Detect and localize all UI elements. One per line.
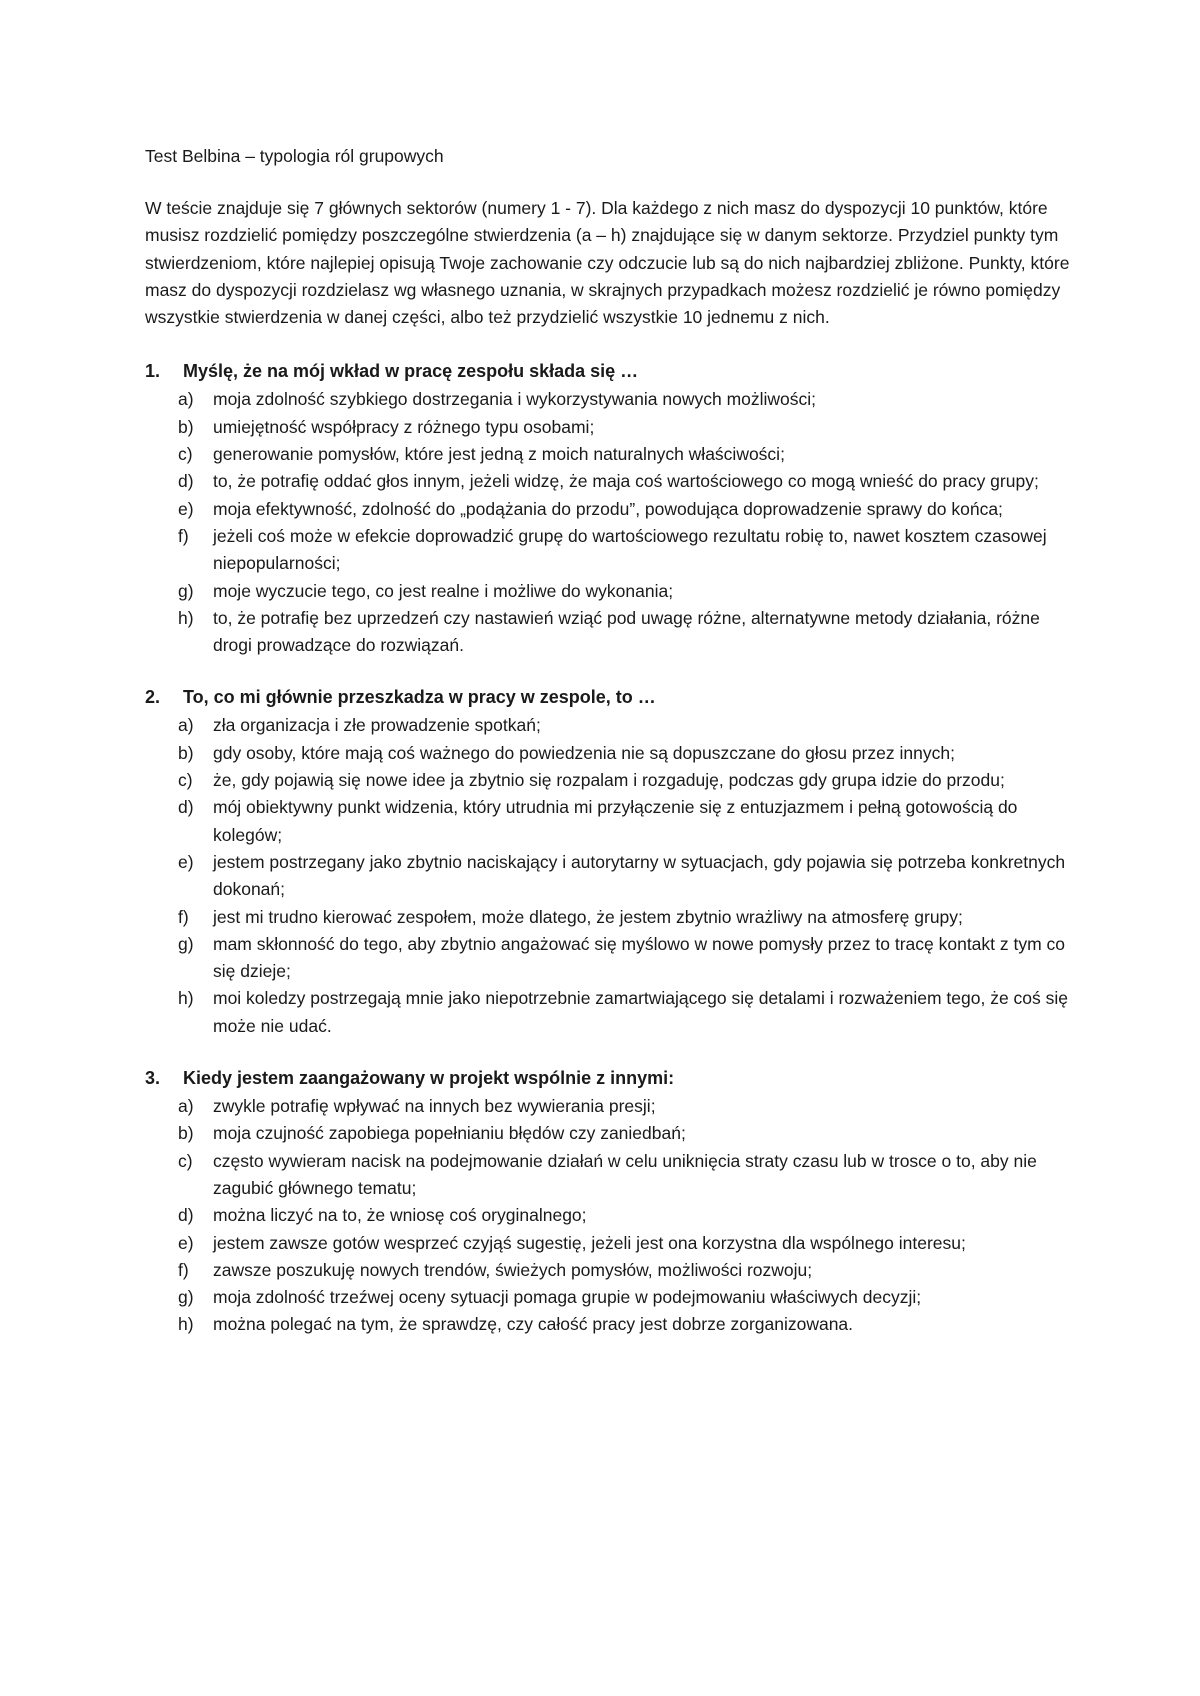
statement-text: jestem postrzegany jako zbytnio naciskający i autorytarny w sytuacjach, gdy pojawia się potrzeba konkretnych dokonań; [213, 851, 1066, 900]
statement-item [178, 931, 1070, 986]
section-heading [145, 683, 1070, 711]
section [145, 683, 1070, 1040]
statement-letter: a) [178, 389, 194, 410]
statement-item [178, 1202, 1070, 1229]
statement-letter: h) [178, 607, 194, 628]
statement-item [178, 605, 1070, 660]
statement-item [178, 1311, 1070, 1338]
statement-letter: f) [178, 906, 189, 927]
statement-text: zwykle potrafię wpływać na innych bez wywierania presji; [213, 1096, 656, 1117]
statement-letter: a) [178, 1096, 194, 1117]
statement-text: jeżeli coś może w efekcie doprowadzić grupę do wartościowego rezultatu robię to, nawet kosztem czasowej niepopularności; [213, 525, 1047, 574]
sections-container [145, 357, 1070, 1338]
statement-item [178, 441, 1070, 468]
statement-item [178, 904, 1070, 931]
statement-letter: d) [178, 1205, 194, 1226]
statement-text: moja zdolność trzeźwej oceny sytuacji pomaga grupie w podejmowaniu właściwych decyzji; [213, 1287, 922, 1308]
statement-text: mój obiektywny punkt widzenia, który utrudnia mi przyłączenie się z entuzjazmem i pełną gotowością do kolegów; [213, 797, 1018, 845]
statement-letter: f) [178, 1259, 189, 1280]
statement-item [178, 767, 1070, 794]
statement-list [145, 1093, 1070, 1339]
statement-item [178, 496, 1070, 523]
statement-letter: h) [178, 988, 194, 1009]
statement-letter: b) [178, 416, 194, 437]
intro-paragraph: W teście znajduje się 7 głównych sektorów (numery 1 - 7). Dla każdego z nich masz do dyspozycji 10 punktów, które musisz rozdzielić pomiędzy poszczególne stwierdzenia (a – h) znajdujące się w danym sektorze. Przydziel punkty tym stwierdzeniom, które najlepiej opisują Twoje zachowanie czy odczucie lub są do nich najbardziej zbliżone. Punkty, które masz do dyspozycji rozdzielasz wg własnego uznania, w skrajnych przypadkach możesz rozdzielić je równo pomiędzy wszystkie stwierdzenia w danej części, albo też przydzielić wszystkie 10 jednemu z nich. [145, 198, 1070, 328]
statement-item [178, 386, 1070, 413]
statement-letter: e) [178, 498, 194, 519]
statement-text: to, że potrafię bez uprzedzeń czy nastawień wziąć pod uwagę różne, alternatywne metody działania, różne drogi prowadzące do rozwiązań. [213, 607, 1040, 656]
section-title: Kiedy jestem zaangażowany w projekt wspólnie z innymi: [183, 1068, 675, 1089]
statement-letter: e) [178, 851, 194, 872]
statement-text: mam skłonność do tego, aby zbytnio angażować się myślowo w nowe pomysły przez to tracę kontakt z tym co się dzieje; [213, 933, 1066, 982]
statement-letter: f) [178, 525, 189, 546]
section [145, 1064, 1070, 1339]
statement-text: jestem zawsze gotów wesprzeć czyjąś sugestię, jeżeli jest ona korzystna dla wspólnego interesu; [213, 1232, 966, 1253]
statement-item [178, 1120, 1070, 1147]
statement-letter: b) [178, 742, 194, 763]
statement-text: zła organizacja i złe prowadzenie spotkań; [213, 715, 541, 736]
statement-item [178, 1257, 1070, 1284]
statement-text: gdy osoby, które mają coś ważnego do powiedzenia nie są dopuszczane do głosu przez innych; [213, 742, 955, 763]
statement-letter: d) [178, 471, 194, 492]
statement-letter: d) [178, 797, 194, 818]
statement-item [178, 849, 1070, 904]
section [145, 357, 1070, 659]
statement-letter: c) [178, 444, 193, 465]
statement-text: jest mi trudno kierować zespołem, może dlatego, że jestem zbytnio wrażliwy na atmosferę grupy; [213, 906, 963, 927]
statement-text: można liczyć na to, że wniosę coś oryginalnego; [213, 1205, 587, 1226]
statement-letter: g) [178, 580, 194, 601]
section-number: 2. [145, 687, 161, 708]
statement-text: często wywieram nacisk na podejmowanie działań w celu uniknięcia straty czasu lub w trosce o to, aby nie zagubić głównego tematu; [213, 1150, 1037, 1198]
statement-letter: h) [178, 1314, 194, 1335]
statement-item [178, 523, 1070, 578]
section-title: Myślę, że na mój wkład w pracę zespołu składa się … [183, 361, 639, 382]
statement-item [178, 1148, 1070, 1203]
statement-text: że, gdy pojawią się nowe idee ja zbytnio się rozpalam i rozgaduję, podczas gdy grupa idzie do przodu; [213, 770, 1005, 791]
section-number: 1. [145, 361, 161, 382]
statement-item [178, 1284, 1070, 1311]
section-number: 3. [145, 1068, 161, 1089]
statement-text: umiejętność współpracy z różnego typu osobami; [213, 416, 595, 437]
section-title: To, co mi głównie przeszkadza w pracy w zespole, to … [183, 687, 656, 708]
section-heading [145, 1064, 1070, 1092]
statement-text: generowanie pomysłów, które jest jedną z moich naturalnych właściwości; [213, 444, 785, 465]
statement-item [178, 468, 1070, 495]
statement-letter: g) [178, 933, 194, 954]
statement-text: moja zdolność szybkiego dostrzegania i wykorzystywania nowych możliwości; [213, 389, 817, 410]
statement-letter: b) [178, 1123, 194, 1144]
statement-text: moje wyczucie tego, co jest realne i możliwe do wykonania; [213, 580, 674, 601]
statement-item [178, 712, 1070, 739]
statement-text: można polegać na tym, że sprawdzę, czy całość pracy jest dobrze zorganizowana. [213, 1314, 854, 1335]
statement-item [178, 414, 1070, 441]
document-page [145, 142, 1070, 1363]
statement-item [178, 578, 1070, 605]
section-heading [145, 357, 1070, 385]
statement-item [178, 1230, 1070, 1257]
statement-list [145, 712, 1070, 1040]
statement-text: to, że potrafię oddać głos innym, jeżeli widzę, że maja coś wartościowego co mogą wnieść do pracy grupy; [213, 471, 1039, 492]
statement-letter: c) [178, 770, 193, 791]
statement-text: moi koledzy postrzegają mnie jako niepotrzebnie zamartwiającego się detalami i rozważeniem tego, że coś się może nie udać. [213, 988, 1069, 1036]
statement-letter: c) [178, 1150, 193, 1171]
statement-item [178, 794, 1070, 849]
statement-letter: a) [178, 715, 194, 736]
statement-text: moja czujność zapobiega popełnianiu błędów czy zaniedbań; [213, 1123, 686, 1144]
statement-list [145, 386, 1070, 659]
statement-item [178, 740, 1070, 767]
statement-letter: e) [178, 1232, 194, 1253]
statement-item [178, 1093, 1070, 1120]
statement-letter: g) [178, 1287, 194, 1308]
statement-item [178, 985, 1070, 1040]
document-title: Test Belbina – typologia ról grupowych [145, 146, 444, 166]
statement-text: moja efektywność, zdolność do „podążania do przodu”, powodująca doprowadzenie sprawy do końca; [213, 498, 1003, 519]
statement-text: zawsze poszukuję nowych trendów, świeżych pomysłów, możliwości rozwoju; [213, 1259, 813, 1280]
